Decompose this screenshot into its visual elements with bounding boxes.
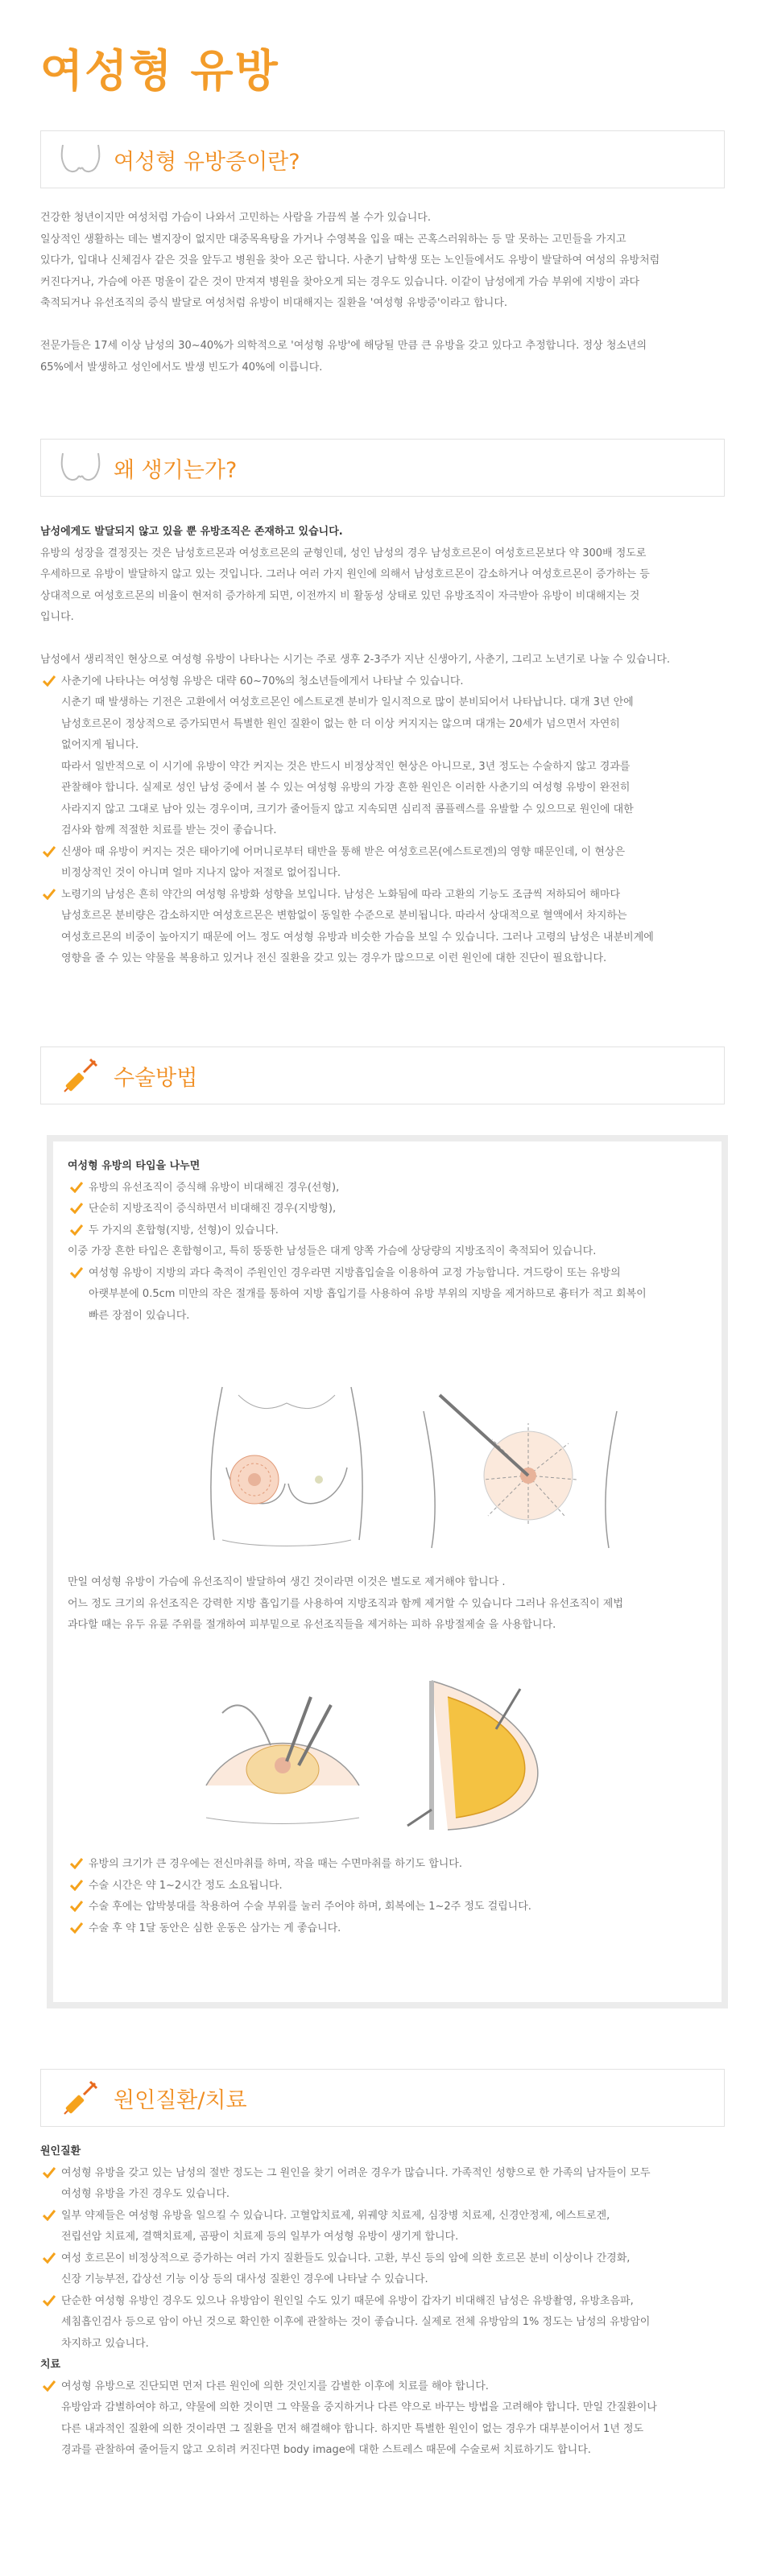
section-title: 원인질환/치료	[114, 2087, 247, 2113]
syringe-icon	[52, 1053, 109, 1098]
text-line: 커진다거나, 가슴에 아픈 멍울이 같은 것이 만져져 병원을 찾아오게 되는 경우도 있습니다. 이같이 남성에게 가슴 부위에 지방이 과다	[40, 275, 640, 288]
text-line: 유방의 성장을 결정짓는 것은 남성호르몬과 여성호르몬의 균형인데, 성인 남성의 경우 남성호르몬이 여성호르몬보다 약 300배 정도로	[40, 547, 647, 559]
list-item	[40, 885, 729, 970]
text-line: 시춘기 때 발생하는 기전은 고환에서 여성호르몬인 에스트로겐 분비가 일시적으로 많이 분비되어서 나타납니다. 대개 3년 안에	[61, 696, 634, 708]
text-line: 여성형 유방이 지방의 과다 축적이 주원인인 경우라면 지방흡입술을 이용하여 교정 가능합니다. 겨드랑이 또는 유방의	[89, 1266, 621, 1279]
check-icon	[43, 889, 56, 900]
text-line: 수술 후 약 1달 동안은 심한 운동은 삼가는 게 좋습니다.	[89, 1922, 341, 1934]
treatment-list	[40, 2376, 733, 2462]
list-item	[40, 2376, 733, 2462]
text-line: 여성형 유방을 갖고 있는 남성의 절반 정도는 그 원인을 찾기 어려운 경우가 많습니다. 가족적인 성향으로 한 가족의 남자들이 모두	[61, 2166, 651, 2179]
list-item	[68, 1263, 704, 1327]
text-line: 빠른 장점이 있습니다.	[89, 1309, 190, 1322]
text-line: 세침흡인검사 등으로 암이 아닌 것으로 확인한 이후에 관찰하는 것이 좋습니다. 실제로 전체 유방암의 1% 정도는 남성의 유방암이	[61, 2316, 651, 2328]
text-line: 없어지게 됩니다.	[61, 739, 139, 751]
text-line: 영향을 줄 수 있는 약물을 복용하고 있거나 전신 질환을 갖고 있는 경우가 많으므로 이런 원인에 대한 진단이 필요합니다.	[61, 952, 607, 964]
text-line: 수술 시간은 약 1~2시간 정도 소요됩니다.	[89, 1879, 283, 1892]
breast-outline-icon	[52, 445, 109, 490]
text-line: 남성에서 생리적인 현상으로 여성형 유방이 나타나는 시기는 주로 생후 2-3주가 지난 신생아기, 사춘기, 그리고 노년기로 나눌 수 있습니다.	[40, 654, 671, 666]
subheading: 원인질환	[40, 2145, 81, 2157]
cause-list	[40, 671, 729, 970]
section-header-disease	[40, 2069, 725, 2127]
surgery-text	[68, 1156, 704, 1327]
text-line: 만일 여성형 유방이 가슴에 유선조직이 발달하여 생긴 것이라면 이것은 별도로 제거해야 합니다 .	[68, 1576, 506, 1588]
page-title: 여성형 유방	[40, 45, 279, 97]
text-line: 우세하므로 유방이 발달하지 않고 있는 것입니다. 그러나 여러 가지 원인에 의해서 남성호르몬이 감소하거나 여성호르몬이 증가하는 등	[40, 568, 650, 580]
text-line: 남성호르몬이 정상적으로 증가되면서 특별한 원인 질환이 없는 한 더 이상 커지지는 않으며 대개는 20세가 넘으면서 자연히	[61, 717, 620, 730]
list-item	[40, 2248, 733, 2291]
text-line: 다른 내과적인 질환에 의한 것이라면 그 질환을 먼저 해결해야 합니다. 하지만 특별한 원인이 없는 경우가 대부분이어서 1년 정도	[61, 2422, 644, 2435]
fat-list	[68, 1263, 704, 1327]
text-line: 여성형 유방으로 진단되면 먼저 다른 원인에 의한 것인지를 감별한 이후에 치료를 해야 합니다.	[61, 2380, 489, 2392]
chest-illustration	[190, 1379, 383, 1556]
text-line: 여성형 유방을 가진 경우도 있습니다.	[61, 2188, 230, 2200]
check-icon	[70, 1922, 83, 1934]
text-line: 일상적인 생활하는 데는 별지장이 없지만 대중목욕탕을 가거나 수영복을 입을 때는 곤혹스러워하는 등 말 못하는 고민들을 가지고	[40, 233, 626, 246]
text-line: 건강한 청년이지만 여성처럼 가슴이 나와서 고민하는 사람을 가끔씩 볼 수가 있습니다.	[40, 212, 431, 224]
text-line: 과다할 때는 유두 유륜 주위를 절개하여 피부밑으로 유선조직들을 제거하는 피하 유방절제술 을 사용합니다.	[68, 1619, 556, 1631]
liposuction-illustration	[407, 1379, 633, 1556]
breast-outline-icon	[52, 137, 109, 182]
check-icon	[43, 675, 56, 687]
tissue-removal-illustration	[399, 1665, 585, 1834]
list-item	[68, 1178, 704, 1199]
check-icon	[70, 1182, 83, 1193]
text-line: 있다가, 입대나 신체검사 같은 것을 앞두고 병원을 찾아 오곤 합니다. 사춘기 남학생 또는 노인들에서도 유방이 발달하여 여성의 유방처럼	[40, 254, 660, 266]
text-line: 전문가들은 17세 이상 남성의 30~40%가 의학적으로 '여성형 유방'에 해당될 만큼 큰 유방을 갖고 있다고 추정합니다. 정상 청소년의	[40, 340, 647, 352]
text-line: 신장 기능부전, 갑상선 기능 이상 등의 대사성 질환인 경우에 나타날 수 있습니다.	[61, 2273, 428, 2285]
text-line: 차지하고 있습니다.	[61, 2337, 149, 2350]
check-icon	[70, 1203, 83, 1214]
list-item	[40, 842, 729, 885]
text-line: 아랫부분에 0.5cm 미만의 작은 절개를 통하여 지방 흡입기를 사용하여 유방 부위의 지방을 제거하므로 흉터가 적고 회복이	[89, 1288, 647, 1300]
list-item	[40, 2206, 733, 2248]
disease-list	[40, 2163, 733, 2355]
intro-text	[40, 208, 729, 378]
check-icon	[43, 846, 56, 857]
text-line: 노령기의 남성은 흔히 약간의 여성형 유방화 성향을 보입니다. 남성은 노화됨에 따라 고환의 기능도 조금씩 저하되어 해마다	[61, 888, 621, 901]
text-line: 여성 호르몬이 비정상적으로 증가하는 여러 가지 질환들도 있습니다. 고환, 부신 등의 암에 의한 호르몬 분비 이상이나 간경화,	[61, 2252, 631, 2264]
text-line: 유방의 유선조직이 증식해 유방이 비대해진 경우(선형),	[89, 1181, 340, 1194]
list-item	[68, 1199, 704, 1220]
incision-illustration	[190, 1665, 375, 1834]
check-icon	[43, 2210, 56, 2221]
list-item	[40, 2291, 733, 2355]
text-line: 남성호르몬 분비량은 감소하지만 여성호르몬은 변함없이 동일한 수준으로 분비됩니다. 따라서 상대적으로 혈액에서 차지하는	[61, 910, 627, 922]
text-line: 신생아 때 유방이 커지는 것은 태아기에 어머니로부터 태반을 통해 받은 여성호르몬(에스트로겐)의 영향 때문인데, 이 현상은	[61, 845, 626, 858]
text-line: 사춘기에 나타나는 여성형 유방은 대략 60~70%의 청소년들에게서 나타날 수 있습니다.	[61, 675, 464, 687]
text-line: 축적되거나 유선조직의 증식 발달로 여성처럼 유방이 비대해지는 질환을 '여성형 유방증'이라고 합니다.	[40, 297, 508, 309]
list-item	[68, 1897, 704, 1918]
text-line: 입니다.	[40, 611, 74, 623]
check-icon	[70, 1267, 83, 1278]
gland-text	[68, 1572, 704, 1637]
subheading: 치료	[40, 2359, 61, 2371]
list-item	[68, 1876, 704, 1897]
type-list	[68, 1178, 704, 1242]
illustration-row-liposuction	[190, 1379, 633, 1556]
text-line: 상대적으로 여성호르몬의 비율이 현저히 증가하게 되면, 이전까지 비 활동성 상태로 있던 유방조직이 자극받아 유방이 비대해지는 것	[40, 589, 640, 602]
text-line: 단순한 여성형 유방인 경우도 있으나 유방암이 원인일 수도 있기 때문에 유방이 갑자기 비대해진 남성은 유방촬영, 유방초음파,	[61, 2294, 634, 2307]
syringe-icon	[52, 2075, 109, 2120]
lead-text: 남성에게도 발달되지 않고 있을 뿐 유방조직은 존재하고 있습니다.	[40, 526, 343, 538]
text-line: 두 가지의 혼합형(지방, 선형)이 있습니다.	[89, 1224, 279, 1236]
text-line: 비정상적인 것이 아니며 얼마 지나지 않아 저절로 없어집니다.	[61, 867, 341, 879]
check-icon	[70, 1224, 83, 1236]
section-title: 왜 생기는가?	[114, 457, 238, 483]
section-title: 수술방법	[114, 1065, 198, 1091]
text-line: 65%에서 발생하고 성인에서도 발생 빈도가 40%에 이릅니다.	[40, 361, 323, 374]
post-op-list	[68, 1854, 704, 1939]
illustration-row-mastectomy	[190, 1665, 585, 1834]
text-line: 사라지지 않고 그대로 남아 있는 경우이며, 크기가 줄어들지 않고 지속되면 심리적 콤플렉스를 유발할 수 있으므로 원인에 대한	[61, 803, 634, 815]
surgery-box	[47, 1135, 728, 2008]
check-icon	[70, 1880, 83, 1891]
text-line: 이중 가장 흔한 타입은 혼합형이고, 특히 뚱뚱한 남성들은 대게 양쪽 가슴에 상당량의 지방조직이 축적되어 있습니다.	[68, 1245, 597, 1257]
text-line: 단순히 지방조직이 증식하면서 비대해진 경우(지방형),	[89, 1203, 337, 1215]
text-line: 수술 후에는 압박붕대를 착용하여 수술 부위를 눌러 주어야 하며, 회복에는 1~2주 정도 걸립니다.	[89, 1901, 531, 1913]
list-item	[68, 1854, 704, 1876]
text-line: 일부 약제들은 여성형 유방을 일으킬 수 있습니다. 고혈압치료제, 위궤양 치료제, 심장병 치료제, 신경안정제, 에스트로겐,	[61, 2209, 610, 2222]
list-item	[40, 671, 729, 842]
text-line: 유방의 크기가 큰 경우에는 전신마취를 하며, 작을 때는 수면마취를 하기도 합니다.	[89, 1858, 463, 1870]
text-line: 유방암과 감별하여야 하고, 약물에 의한 것이면 그 약물을 중지하거나 다른 약으로 바꾸는 방법을 고려해야 합니다. 만일 간질환이나	[61, 2401, 657, 2413]
list-item	[40, 2163, 733, 2206]
section-header-surgery	[40, 1046, 725, 1104]
check-icon	[70, 1858, 83, 1869]
disease-text	[40, 2141, 733, 2462]
surgery-heading: 여성형 유방의 타입을 나누면	[68, 1160, 201, 1172]
list-item	[68, 1918, 704, 1940]
check-icon	[43, 2252, 56, 2264]
check-icon	[43, 2380, 56, 2392]
section-header-definition	[40, 130, 725, 188]
text-line: 어느 정도 크기의 유선조직은 강력한 지방 흡입기를 사용하여 지방조직과 함께 제거할 수 있습니다 그러나 유선조직이 제법	[68, 1597, 623, 1610]
text-line: 경과를 관찰하여 줄어들지 않고 오히려 커진다면 body image에 대한 스트레스 때문에 수술로써 치료하기도 합니다.	[61, 2444, 591, 2456]
section-header-cause	[40, 439, 725, 497]
text-line: 따라서 일반적으로 이 시기에 유방이 약간 커지는 것은 반드시 비정상적인 현상은 아니므로, 3년 정도는 수술하지 않고 경과를	[61, 760, 631, 773]
check-icon	[43, 2295, 56, 2306]
text-line: 여성호르몬의 비중이 높아지기 때문에 어느 정도 여성형 유방과 비슷한 가슴을 보일 수 있습니다. 그러나 고령의 남성은 내분비계에	[61, 931, 654, 943]
text-line: 전립선암 치료제, 결핵치료제, 곰팡이 치료제 등의 일부가 여성형 유방이 생기게 합니다.	[61, 2231, 459, 2243]
check-icon	[43, 2167, 56, 2178]
section-title: 여성형 유방증이란?	[114, 149, 300, 175]
text-line: 관찰해야 합니다. 실제로 성인 남성 중에서 볼 수 있는 여성형 유방의 가장 흔한 원인은 이러한 사춘기의 여성형 유방이 완전히	[61, 782, 631, 794]
cause-text	[40, 522, 729, 970]
text-line: 검사와 함께 적절한 치료를 받는 것이 좋습니다.	[61, 824, 277, 836]
list-item	[68, 1220, 704, 1242]
post-op-text	[68, 1854, 704, 1939]
check-icon	[70, 1901, 83, 1912]
